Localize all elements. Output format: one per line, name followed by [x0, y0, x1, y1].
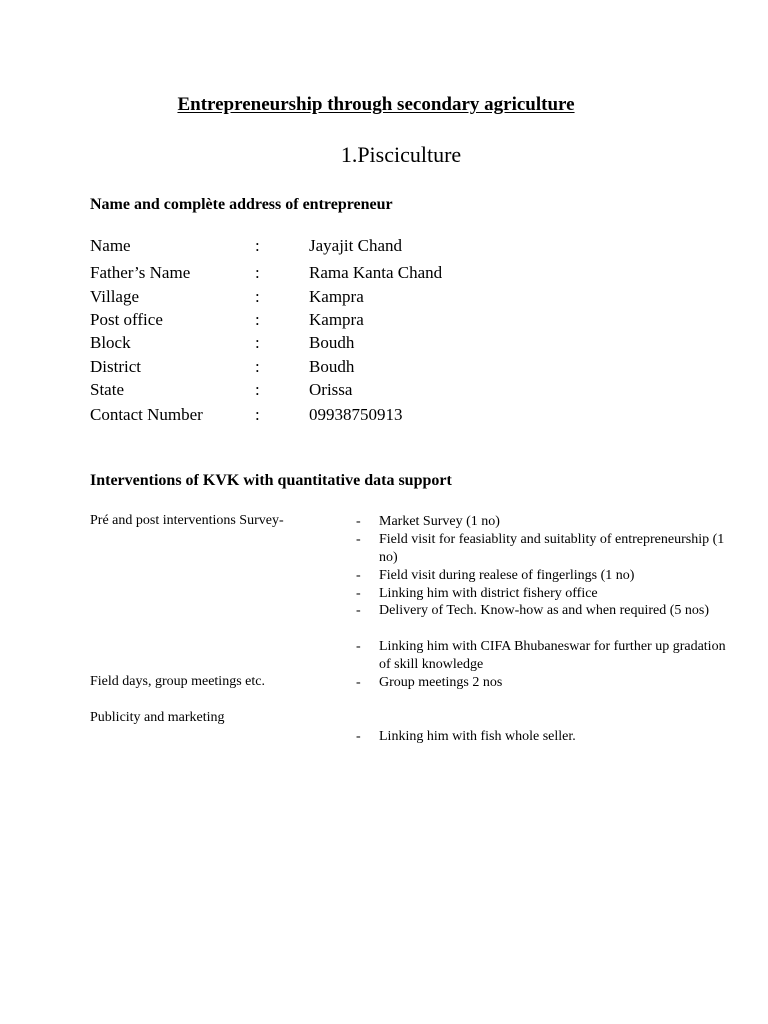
address-row-name — [90, 236, 690, 258]
address-value: Boudh — [309, 333, 355, 352]
intervention-item-text: Field visit during realese of fingerlings (1 no) — [379, 568, 635, 583]
intervention-item-text: Market Survey (1 no) — [379, 514, 500, 529]
bullet-dash: - — [356, 514, 361, 529]
intervention-item-text: Linking him with CIFA Bhubaneswar for further up gradation of skill knowledge — [379, 639, 726, 672]
intervention-item — [356, 638, 726, 674]
address-value: Rama Kanta Chand — [309, 263, 443, 282]
intervention-item-text: Delivery of Tech. Know-how as and when required (5 nos) — [379, 603, 709, 618]
bullet-dash: - — [356, 586, 361, 601]
address-label: Contact Number — [90, 405, 203, 424]
intervention-item-text: Field visit for feasiablity and suitablity of entrepreneurship (1 no) — [379, 532, 725, 565]
address-value: Jayajit Chand — [309, 236, 403, 255]
intervention-item — [356, 531, 726, 567]
address-label: District — [90, 357, 141, 376]
address-label: Block — [90, 333, 131, 352]
intervention-item — [356, 674, 726, 692]
address-colon: : — [255, 287, 260, 306]
intervention-group-label: Publicity and marketing — [90, 710, 225, 725]
address-row-village — [90, 287, 690, 309]
address-label: Post office — [90, 310, 163, 329]
bullet-dash: - — [356, 675, 361, 690]
bullet-dash: - — [356, 568, 361, 583]
address-label: Father’s Name — [90, 263, 191, 282]
intervention-item-text: Linking him with fish whole seller. — [379, 729, 576, 744]
interventions-section-heading: Interventions of KVK with quantitative data support — [90, 472, 452, 489]
address-value: 09938750913 — [309, 405, 403, 424]
address-colon: : — [255, 263, 260, 282]
intervention-item-text: Group meetings 2 nos — [379, 675, 503, 690]
address-row-fathers-name — [90, 263, 690, 285]
address-label: State — [90, 380, 124, 399]
address-colon: : — [255, 310, 260, 329]
intervention-item — [356, 513, 726, 531]
address-colon: : — [255, 380, 260, 399]
intervention-item — [356, 585, 726, 603]
intervention-group-label: Pré and post interventions Survey- — [90, 513, 284, 528]
address-row-district — [90, 357, 690, 379]
bullet-dash: - — [356, 639, 361, 654]
address-label: Village — [90, 287, 140, 306]
address-colon: : — [255, 333, 260, 352]
address-colon: : — [255, 236, 260, 255]
address-colon: : — [255, 357, 260, 376]
address-colon: : — [255, 405, 260, 424]
intervention-item-text: Linking him with district fishery office — [379, 586, 598, 601]
document-subtitle: 1.Pisciculture — [340, 142, 462, 167]
address-section-heading: Name and complète address of entrepreneur — [90, 196, 393, 213]
bullet-dash: - — [356, 532, 361, 547]
address-value: Boudh — [309, 357, 355, 376]
intervention-item — [356, 602, 726, 620]
address-label: Name — [90, 236, 131, 255]
bullet-dash: - — [356, 603, 361, 618]
intervention-item — [356, 567, 726, 585]
intervention-item — [356, 728, 726, 746]
address-row-post-office — [90, 310, 690, 332]
address-row-state — [90, 380, 690, 402]
address-row-contact-number — [90, 405, 690, 427]
address-value: Orissa — [309, 380, 353, 399]
address-value: Kampra — [309, 287, 364, 306]
intervention-group-label: Field days, group meetings etc. — [90, 674, 265, 689]
address-value: Kampra — [309, 310, 364, 329]
bullet-dash: - — [356, 729, 361, 744]
address-row-block — [90, 333, 690, 355]
document-title: Entrepreneurship through secondary agriculture — [177, 94, 575, 115]
